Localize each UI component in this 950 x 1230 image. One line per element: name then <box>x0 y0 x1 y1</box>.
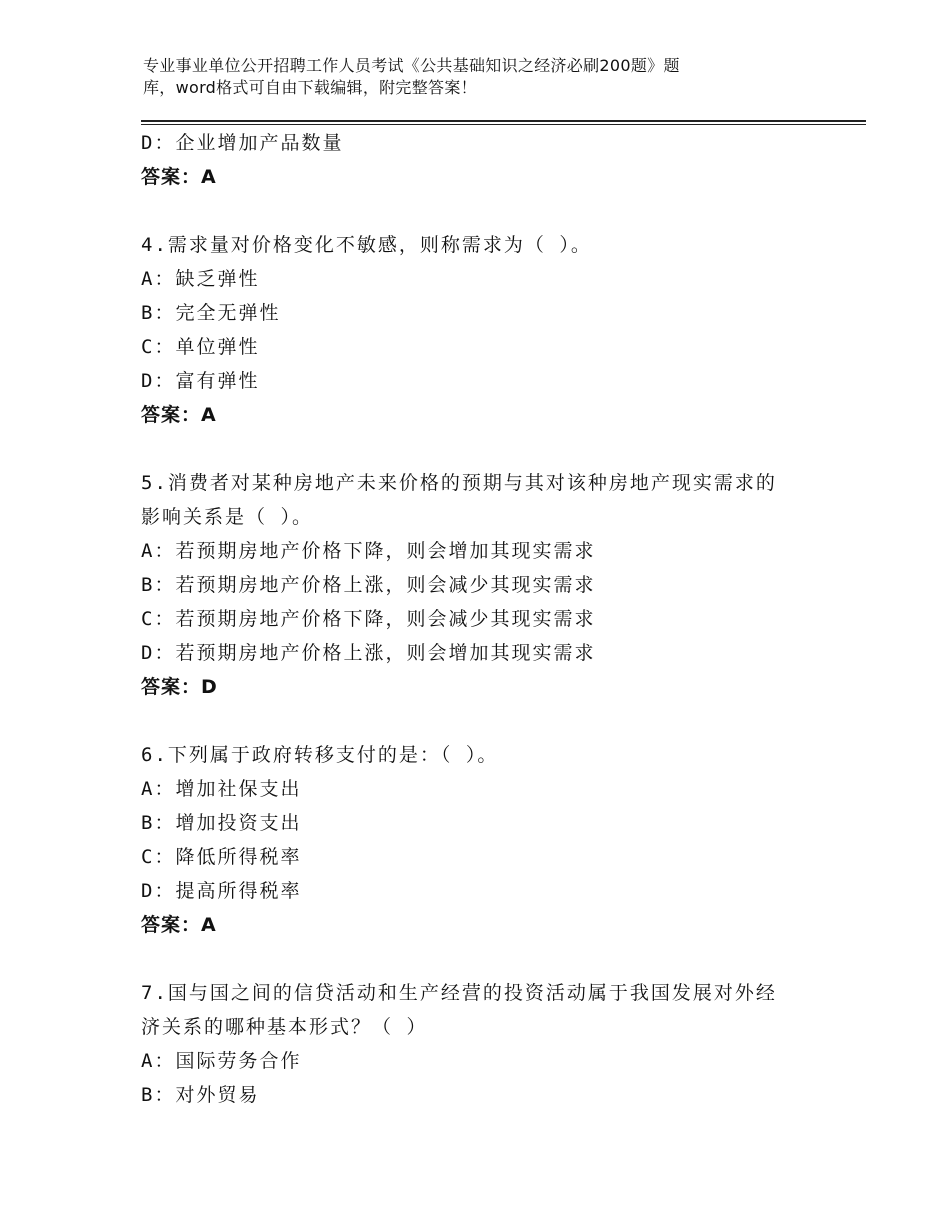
question-6 <box>141 738 821 942</box>
question-stem-line2: 影响关系是（ ）。 <box>141 506 313 528</box>
question-stem-line1: 5.消费者对某种房地产未来价格的预期与其对该种房地产现实需求的 <box>141 472 777 494</box>
answer-label: 答案：A <box>141 914 217 936</box>
option-a: A：缺乏弹性 <box>141 268 260 290</box>
question-stem: 6.下列属于政府转移支付的是：（ ）。 <box>141 744 499 766</box>
spacer <box>141 942 821 976</box>
option-a: A：增加社保支出 <box>141 778 302 800</box>
option-a: A：国际劳务合作 <box>141 1050 302 1072</box>
question-3-tail <box>141 126 821 194</box>
question-stem-line2: 济关系的哪种基本形式？（ ） <box>141 1016 428 1038</box>
spacer <box>141 704 821 738</box>
header-rule-thin <box>141 124 866 125</box>
question-4 <box>141 228 821 432</box>
question-7 <box>141 976 821 1112</box>
option-a: A：若预期房地产价格下降，则会增加其现实需求 <box>141 540 596 562</box>
header-title-line1: 专业事业单位公开招聘工作人员考试《公共基础知识之经济必刷200题》题 <box>143 56 680 75</box>
header-rule-thick <box>141 120 866 122</box>
option-c: C：单位弹性 <box>141 336 260 358</box>
option-b: B：完全无弹性 <box>141 302 281 324</box>
option-c: C：若预期房地产价格下降，则会减少其现实需求 <box>141 608 596 630</box>
question-stem: 4.需求量对价格变化不敏感，则称需求为（ ）。 <box>141 234 592 256</box>
option-d: D：企业增加产品数量 <box>141 132 344 154</box>
question-list <box>141 126 821 1112</box>
question-5 <box>141 466 821 704</box>
option-b: B：增加投资支出 <box>141 812 302 834</box>
answer-label: 答案：A <box>141 404 217 426</box>
document-header <box>143 55 783 99</box>
header-title-line2: 库，word格式可自由下载编辑，附完整答案！ <box>143 78 477 97</box>
option-c: C：降低所得税率 <box>141 846 302 868</box>
option-d: D：提高所得税率 <box>141 880 302 902</box>
option-b: B：若预期房地产价格上涨，则会减少其现实需求 <box>141 574 596 596</box>
option-d: D：若预期房地产价格上涨，则会增加其现实需求 <box>141 642 596 664</box>
answer-label: 答案：D <box>141 676 218 698</box>
option-d: D：富有弹性 <box>141 370 260 392</box>
spacer <box>141 432 821 466</box>
spacer <box>141 194 821 228</box>
option-b: B：对外贸易 <box>141 1084 260 1106</box>
question-stem-line1: 7.国与国之间的信贷活动和生产经营的投资活动属于我国发展对外经 <box>141 982 777 1004</box>
answer-label: 答案：A <box>141 166 217 188</box>
